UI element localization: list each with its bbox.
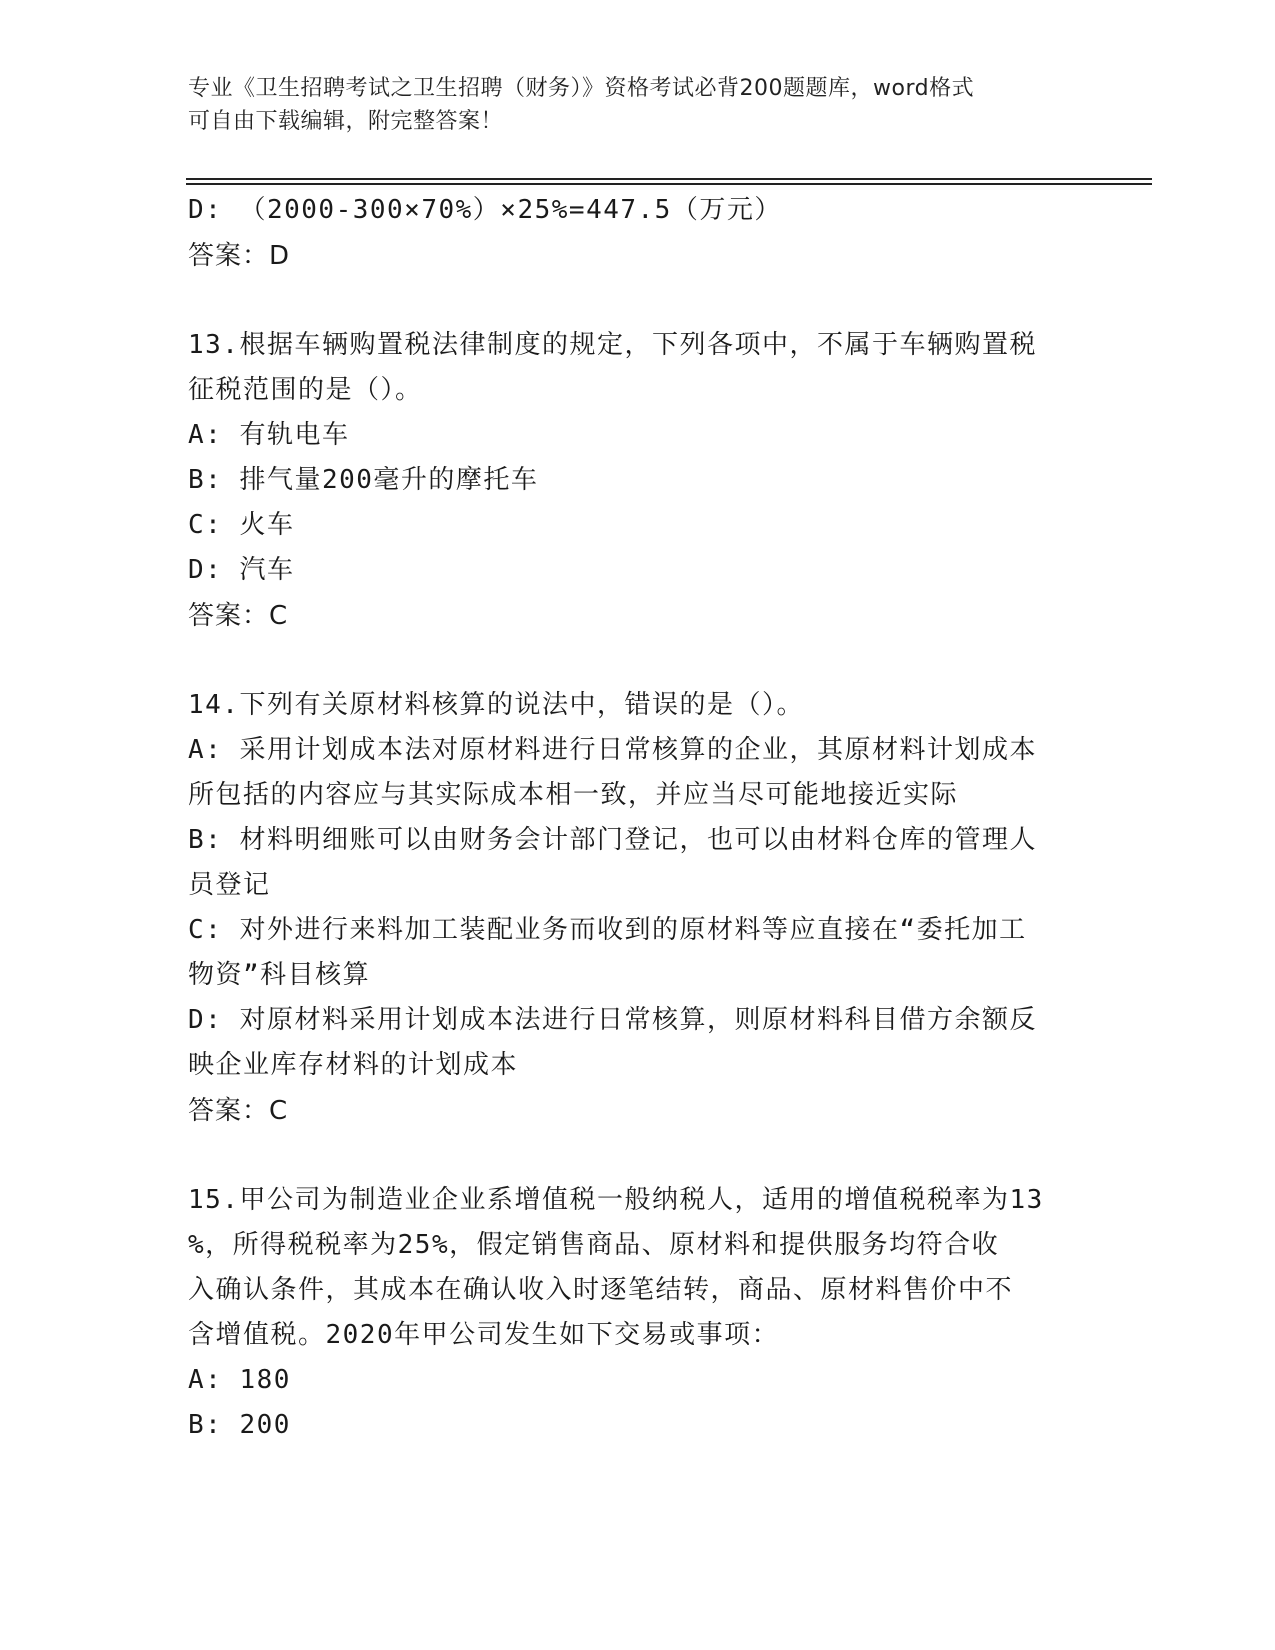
q13-stem-line-1: 13.根据车辆购置税法律制度的规定，下列各项中，不属于车辆购置税 <box>188 330 1037 360</box>
prev-question-tail <box>188 188 1088 279</box>
q15-option-a: A: 180 <box>188 1365 291 1395</box>
q14-option-b-line-1: B: 材料明细账可以由财务会计部门登记，也可以由材料仓库的管理人 <box>188 825 1037 855</box>
q14-option-d-line-2: 映企业库存材料的计划成本 <box>188 1050 519 1080</box>
q15-stem-line-3: 入确认条件，其成本在确认收入时逐笔结转，商品、原材料售价中不 <box>188 1275 1014 1305</box>
q13-stem-line-2: 征税范围的是（）。 <box>188 375 423 405</box>
q13-option-b: B: 排气量200毫升的摩托车 <box>188 465 539 495</box>
q15-stem-line-2: %，所得税税率为25%，假定销售商品、原材料和提供服务均符合收 <box>188 1230 1000 1260</box>
q14-option-b-line-2: 员登记 <box>188 870 271 900</box>
q13-option-d: D: 汽车 <box>188 555 295 585</box>
document-body <box>188 188 1088 1448</box>
header-rule-bottom <box>186 183 1152 185</box>
q14-option-a-line-1: A: 采用计划成本法对原材料进行日常核算的企业，其原材料计划成本 <box>188 735 1037 765</box>
page-header <box>188 72 1088 138</box>
q13-option-a: A: 有轨电车 <box>188 420 350 450</box>
question-14 <box>188 683 1088 1134</box>
q14-answer: 答案：C <box>188 1096 289 1126</box>
q15-stem-line-1: 15.甲公司为制造业企业系增值税一般纳税人，适用的增值税税率为13 <box>188 1185 1044 1215</box>
q14-stem-line-1: 14.下列有关原材料核算的说法中，错误的是（）。 <box>188 690 804 720</box>
question-13 <box>188 323 1088 639</box>
q15-stem-line-4: 含增值税。2020年甲公司发生如下交易或事项： <box>188 1320 780 1350</box>
q14-option-d-line-1: D: 对原材料采用计划成本法进行日常核算，则原材料科目借方余额反 <box>188 1005 1037 1035</box>
q13-option-c: C: 火车 <box>188 510 295 540</box>
q13-answer: 答案：C <box>188 601 289 631</box>
q14-option-c-line-2: 物资”科目核算 <box>188 960 371 990</box>
q15-option-b: B: 200 <box>188 1410 291 1440</box>
q14-option-a-line-2: 所包括的内容应与其实际成本相一致，并应当尽可能地接近实际 <box>188 780 959 810</box>
header-line-1: 专业《卫生招聘考试之卫生招聘（财务）》资格考试必背200题题库，word格式 <box>188 76 975 101</box>
q14-option-c-line-1: C: 对外进行来料加工装配业务而收到的原材料等应直接在“委托加工 <box>188 915 1027 945</box>
prev-option-d: D: （2000-300×70%）×25%=447.5（万元） <box>188 195 782 225</box>
header-line-2: 可自由下载编辑，附完整答案！ <box>188 109 504 134</box>
prev-answer: 答案：D <box>188 241 291 271</box>
header-rule-top <box>186 178 1152 180</box>
question-15 <box>188 1178 1088 1448</box>
